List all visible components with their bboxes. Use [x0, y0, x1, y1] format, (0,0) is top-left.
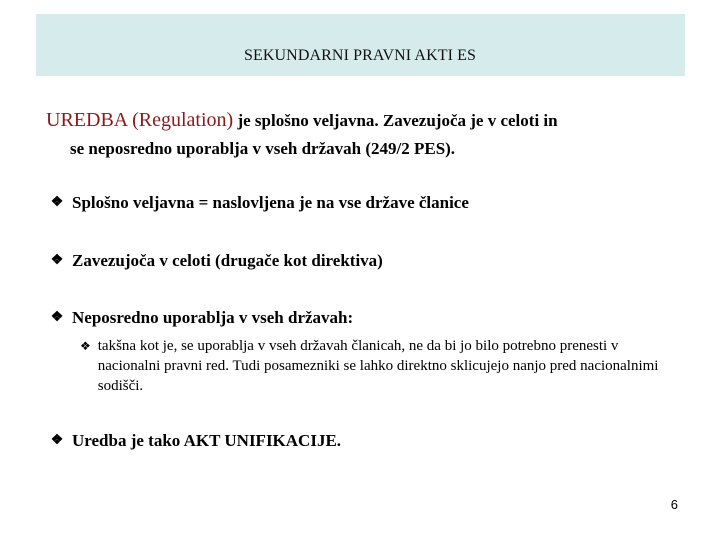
bullet-item — [48, 307, 688, 329]
sub-bullet-item — [80, 336, 680, 396]
bullet-text: Neposredno uporablja v vseh državah: — [72, 308, 354, 327]
diamond-bullet-icon: ❖ — [50, 253, 64, 268]
slide-title: SEKUNDARNI PRAVNI AKTI ES — [244, 47, 476, 64]
bullet-text: Splošno veljavna = naslovljena je na vse države članice — [72, 193, 469, 212]
bullet-text: Zavezujoča v celoti (drugače kot direktiva) — [72, 251, 383, 270]
diamond-bullet-icon: ❖ — [50, 433, 64, 448]
title-banner — [36, 14, 685, 76]
bullet-item — [48, 192, 688, 214]
intro-text-line2: se neposredno uporablja v vseh državah (249/2 PES). — [70, 139, 456, 158]
intro-term: UREDBA (Regulation) — [46, 109, 234, 131]
diamond-bullet-icon: ❖ — [80, 339, 91, 353]
bullet-text: Uredba je tako AKT UNIFIKACIJE. — [72, 431, 342, 450]
intro-text-line1: je splošno veljavna. Zavezujoča je v celoti in — [233, 111, 558, 130]
intro-paragraph — [46, 106, 686, 163]
diamond-bullet-icon: ❖ — [50, 195, 64, 210]
diamond-bullet-icon: ❖ — [50, 310, 64, 325]
bullet-item — [48, 250, 688, 272]
page-number: 6 — [670, 497, 678, 512]
sub-bullet-text: takšna kot je, se uporablja v vseh državah članicah, ne da bi jo bilo potrebno prenesti v nacionalni pravni red. Tudi posamezniki se lahko direktno sklicujejo nanjo pred nacionalnimi sodišči. — [97, 338, 659, 394]
bullet-item — [48, 430, 688, 452]
